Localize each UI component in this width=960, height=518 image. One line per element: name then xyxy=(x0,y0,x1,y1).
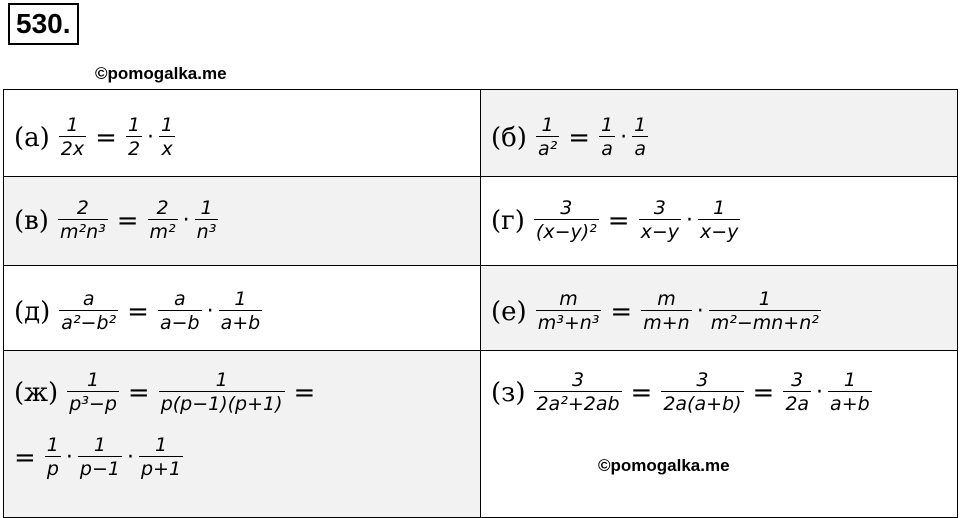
equals-sign: = xyxy=(14,442,36,473)
fraction xyxy=(534,197,599,244)
numerator: 1 xyxy=(93,434,106,456)
equation-d xyxy=(14,288,480,335)
numerator: m xyxy=(657,288,676,310)
cell-g xyxy=(481,177,958,266)
denominator: (x−y)² xyxy=(535,221,597,243)
cell-z xyxy=(481,351,958,518)
equation-v xyxy=(14,197,480,244)
fraction xyxy=(78,434,122,481)
denominator: n³ xyxy=(196,221,217,243)
numerator: 1 xyxy=(234,288,247,310)
denominator: m+n xyxy=(643,312,690,334)
fraction xyxy=(534,369,621,416)
denominator: 2a²+2ab xyxy=(536,393,620,415)
label-d: (д) xyxy=(14,296,51,327)
numerator: 3 xyxy=(571,369,585,391)
numerator: 3 xyxy=(560,197,573,219)
cell-a xyxy=(4,90,481,177)
numerator: 3 xyxy=(791,369,804,391)
equals-sign: = xyxy=(127,296,149,327)
multiply-dot: · xyxy=(686,208,693,233)
fraction xyxy=(536,114,559,161)
problem-number: 530. xyxy=(8,3,79,45)
equals-sign: = xyxy=(95,122,117,153)
numerator: 1 xyxy=(161,114,174,136)
label-g: (г) xyxy=(491,205,525,236)
fraction xyxy=(828,369,872,416)
multiply-dot: · xyxy=(65,445,73,470)
equals-sign: = xyxy=(610,296,633,327)
equals-sign: = xyxy=(568,122,591,153)
fraction xyxy=(45,434,61,481)
numerator: 1 xyxy=(634,114,647,136)
denominator: 2a xyxy=(785,393,810,415)
denominator: a xyxy=(634,138,646,160)
denominator: x xyxy=(161,138,173,160)
equals-sign: = xyxy=(116,205,139,236)
denominator: a xyxy=(601,138,613,160)
denominator: m²−mn+n² xyxy=(710,312,819,334)
numerator: 1 xyxy=(46,434,59,456)
fraction xyxy=(195,197,219,244)
fraction xyxy=(219,288,263,335)
denominator: p(p−1)(p+1) xyxy=(160,393,283,415)
multiply-dot: · xyxy=(696,299,704,324)
watermark: ©pomogalka.me xyxy=(598,456,730,475)
fraction xyxy=(698,197,740,244)
denominator: p−1 xyxy=(79,458,120,480)
denominator: a−b xyxy=(159,312,200,334)
equation-g xyxy=(491,197,957,244)
denominator: p xyxy=(46,458,59,480)
cell-e xyxy=(481,266,958,351)
denominator: a+b xyxy=(830,393,870,415)
fraction xyxy=(639,197,681,244)
fraction xyxy=(709,288,821,335)
multiply-dot: · xyxy=(620,125,628,150)
numerator: 1 xyxy=(154,434,168,456)
cell-b xyxy=(481,90,958,177)
equation-a xyxy=(14,114,480,161)
denominator: a+b xyxy=(220,312,261,334)
fraction xyxy=(599,114,615,161)
label-e: (е) xyxy=(491,296,527,327)
multiply-dot: · xyxy=(126,445,134,470)
numerator: 3 xyxy=(653,197,666,219)
equation-e xyxy=(491,288,957,335)
multiply-dot: · xyxy=(206,299,214,324)
label-b: (б) xyxy=(491,122,527,153)
numerator: 1 xyxy=(601,114,614,136)
equation-zh-line2 xyxy=(14,434,480,481)
equation-zh-line1 xyxy=(14,369,480,416)
fraction xyxy=(661,369,743,416)
fraction xyxy=(59,114,86,161)
label-z: (з) xyxy=(491,377,526,408)
numerator: 3 xyxy=(696,369,709,391)
numerator: 1 xyxy=(758,288,771,310)
cell-v xyxy=(4,177,481,266)
numerator: 1 xyxy=(66,114,79,136)
numerator: a xyxy=(173,288,186,310)
fraction xyxy=(59,288,118,335)
denominator: m³+n³ xyxy=(537,312,600,334)
multiply-dot: · xyxy=(182,208,190,233)
denominator: a²−b² xyxy=(61,312,117,334)
cell-zh xyxy=(4,351,481,518)
denominator: 2 xyxy=(127,138,141,160)
fraction xyxy=(58,197,108,244)
numerator: a xyxy=(82,288,95,310)
label-a: (а) xyxy=(14,122,50,153)
label-zh: (ж) xyxy=(14,377,59,408)
multiply-dot: · xyxy=(816,380,824,405)
equals-sign: = xyxy=(607,205,630,236)
solutions-table xyxy=(3,89,958,518)
fraction xyxy=(641,288,691,335)
label-v: (в) xyxy=(14,205,49,236)
fraction xyxy=(159,114,175,161)
fraction xyxy=(783,369,811,416)
denominator: p+1 xyxy=(140,458,182,480)
denominator: a² xyxy=(537,138,558,160)
fraction xyxy=(632,114,648,161)
denominator: p³−p xyxy=(69,393,117,415)
numerator: 1 xyxy=(843,369,856,391)
numerator: 1 xyxy=(87,369,100,391)
denominator: 2x xyxy=(60,138,85,160)
numerator: 2 xyxy=(76,197,89,219)
fraction xyxy=(67,369,119,416)
numerator: 1 xyxy=(713,197,726,219)
numerator: 1 xyxy=(200,197,213,219)
multiply-dot: · xyxy=(147,125,155,150)
equation-z xyxy=(491,369,957,416)
denominator: m²n³ xyxy=(59,221,106,243)
equals-sign: = xyxy=(127,377,150,408)
denominator: m² xyxy=(149,221,176,243)
denominator: 2a(a+b) xyxy=(663,393,742,415)
denominator: x−y xyxy=(700,221,739,243)
equals-sign: = xyxy=(630,377,653,408)
numerator: 2 xyxy=(156,197,169,219)
fraction xyxy=(536,288,602,335)
fraction xyxy=(126,114,142,161)
fraction xyxy=(148,197,178,244)
numerator: 1 xyxy=(127,114,141,136)
fraction xyxy=(139,434,183,481)
denominator: x−y xyxy=(640,221,679,243)
numerator: 1 xyxy=(215,369,228,391)
equation-b xyxy=(491,114,957,161)
fraction xyxy=(158,288,202,335)
fraction xyxy=(159,369,285,416)
numerator: m xyxy=(559,288,578,310)
equals-sign: = xyxy=(752,377,775,408)
equals-sign: = xyxy=(293,377,316,408)
watermark: ©pomogalka.me xyxy=(95,64,227,83)
cell-d xyxy=(4,266,481,351)
numerator: 1 xyxy=(541,114,554,136)
